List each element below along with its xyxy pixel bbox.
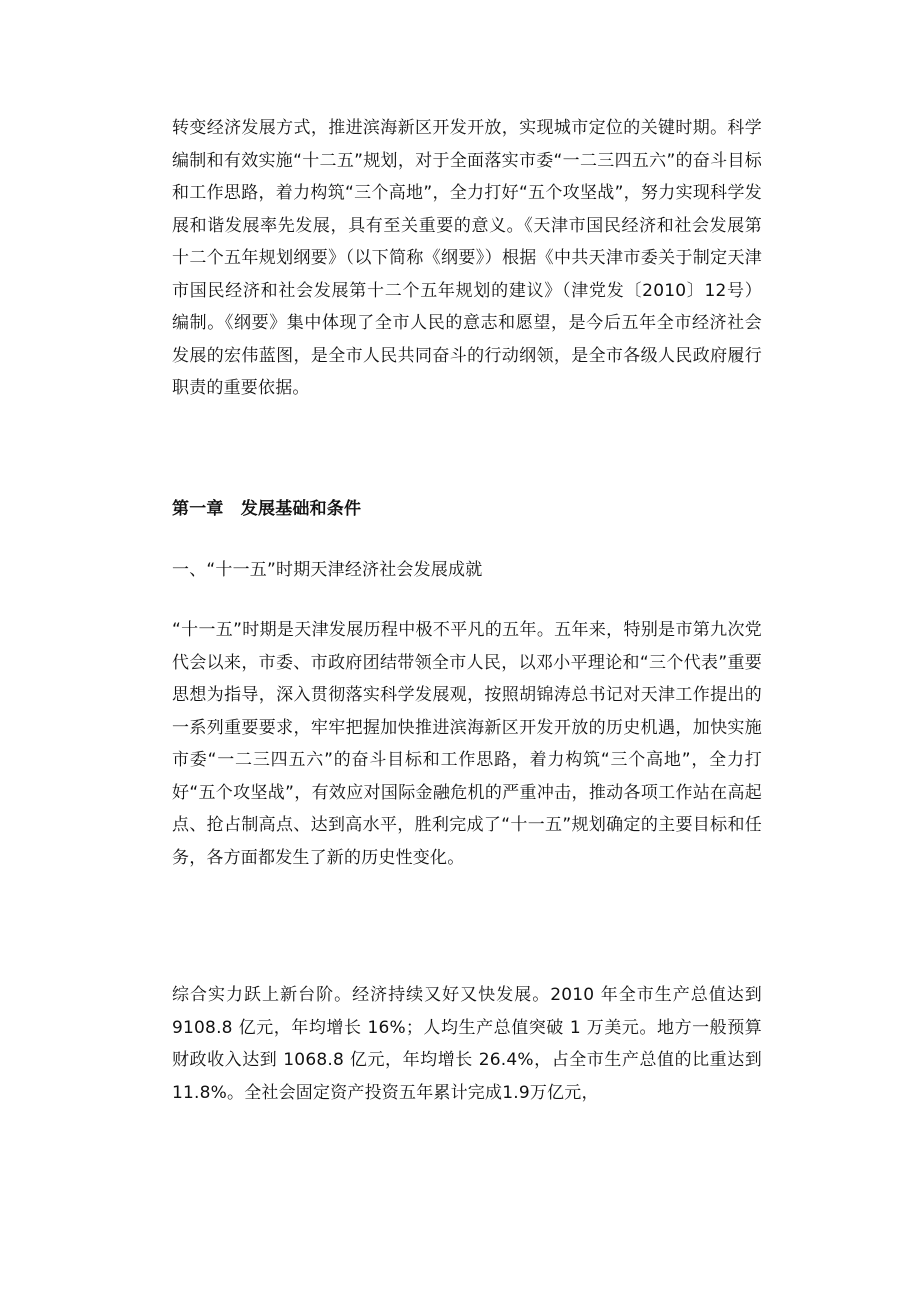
body-paragraph: “十一五”时期是天津发展历程中极不平凡的五年。五年来，特别是市第九次党代会以来，市委、市政府团结带领全市人民，以邓小平理论和“三个代表”重要思想为指导，深入贯彻落实科学发展观，按照胡锦涛总书记对天津工作提出的一系列重要要求，牢牢把握加快推进滨海新区开发开放的历史机遇，加快实施市委“一二三四五六”的奋斗目标和工作思路，着力构筑“三个高地”，全力打好“五个攻坚战”，有效应对国际金融危机的严重冲击，推动各项工作站在高起点、抢占制高点、达到高水平，胜利完成了“十一五”规划确定的主要目标和任务，各方面都发生了新的历史性变化。	[172, 620, 762, 868]
body-paragraph: 转变经济发展方式，推进滨海新区开发开放，实现城市定位的关键时期。科学编制和有效实施“十二五”规划，对于全面落实市委“一二三四五六”的奋斗目标和工作思路，着力构筑“三个高地”，全力打好“五个攻坚战”，努力实现科学发展和谐发展率先发展，具有至关重要的意义。《天津市国民经济和社会发展第十二个五年规划纲要》（以下简称《纲要》）根据《中共天津市委关于制定天津市国民经济和社会发展第十二个五年规划的建议》（津党发〔2010〕12号）编制。《纲要》集中体现了全市人民的意志和愿望，是今后五年全市经济社会发展的宏伟蓝图，是全市人民共同奋斗的行动纲领，是全市各级人民政府履行职责的重要依据。	[172, 118, 762, 398]
chapter-heading: 第一章 发展基础和条件	[172, 499, 362, 519]
body-paragraph: 综合实力跃上新台阶。经济持续又好又快发展。2010 年全市生产总值达到 9108.8 亿元，年均增长 16%；人均生产总值突破 1 万美元。地方一般预算财政收入达到 1068.8 亿元，年均增长 26.4%，占全市生产总值的比重达到11.8%。全社会固定资产投资五年累计完成1.9万亿元，	[172, 985, 762, 1103]
section-heading: 一、“十一五”时期天津经济社会发展成就	[172, 560, 483, 580]
